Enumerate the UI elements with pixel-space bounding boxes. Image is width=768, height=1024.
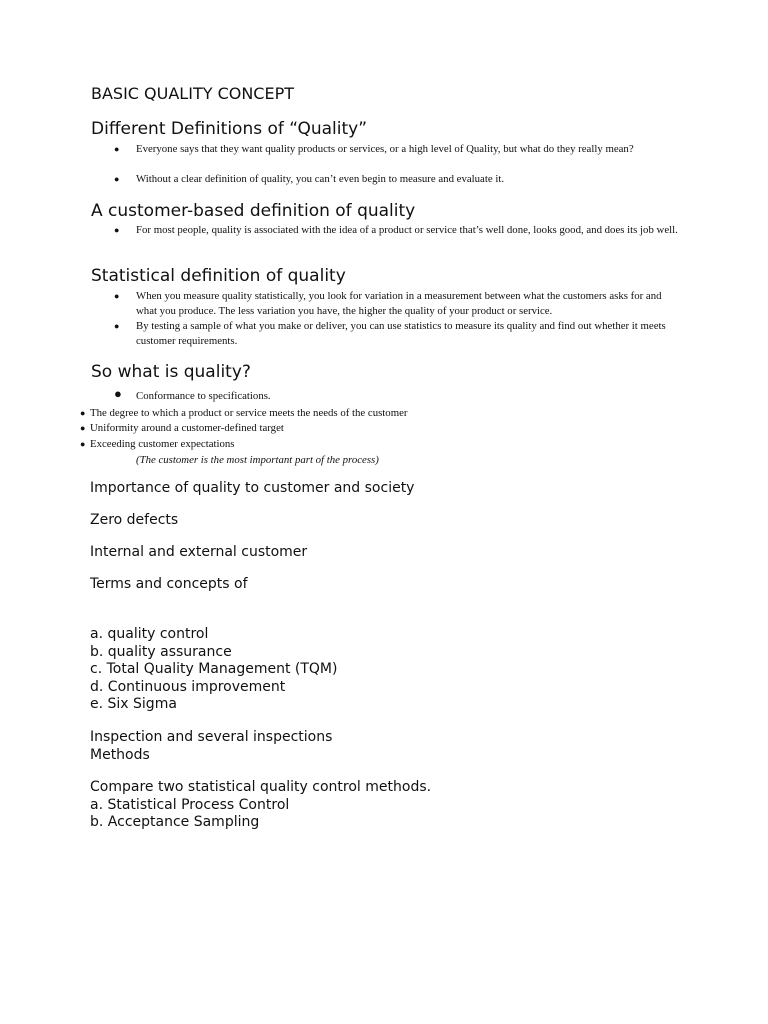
bullet-icon: ● [80, 408, 86, 418]
list-item [80, 406, 690, 421]
bullet-icon: ● [114, 386, 122, 401]
list-item [114, 289, 684, 319]
list-item [114, 223, 684, 238]
terms-list-item: b. quality assurance [90, 643, 232, 660]
topic-compare: Compare two statistical quality control methods. [90, 779, 432, 795]
list-item-text: Conformance to specifications. [136, 390, 271, 402]
list-item-text: By testing a sample of what you make or deliver, you can use statistics to measure its quality and find out whether it meets customer requirements. [136, 320, 666, 347]
list-item [114, 386, 684, 404]
terms-list-item: c. Total Quality Management (TQM) [90, 661, 338, 677]
topic-terms-concepts: Terms and concepts of [90, 576, 248, 592]
bullet-icon: ● [114, 321, 120, 331]
topic-zero-defects: Zero defects [90, 512, 179, 528]
bullet-icon: ● [114, 225, 120, 235]
list-item-text: Exceeding customer expectations [90, 438, 235, 450]
topic-importance: Importance of quality to customer and society [90, 480, 415, 496]
list-item [114, 172, 684, 187]
heading-what-is-quality: So what is quality? [91, 362, 251, 382]
list-item-text: The degree to which a product or service meets the needs of the customer [90, 407, 408, 419]
list-item [80, 421, 690, 436]
list-item-text: When you measure quality statistically, you look for variation in a measurement between what the customers asks for and what you produce. The less variation you have, the higher the quality of your product or service. [136, 290, 662, 317]
list-item [114, 142, 684, 157]
list-item [80, 437, 690, 452]
topic-inspection-methods: Methods [90, 746, 150, 763]
bullet-icon: ● [114, 144, 120, 154]
bullet-icon: ● [80, 439, 86, 449]
list-item-text: Uniformity around a customer-defined target [90, 422, 284, 434]
topic-internal-external: Internal and external customer [90, 544, 308, 560]
list-item-text: Without a clear definition of quality, you can’t even begin to measure and evaluate it. [136, 173, 505, 185]
terms-list-item: d. Continuous improvement [90, 678, 286, 695]
terms-list-item: a. quality control [90, 626, 209, 642]
heading-definitions: Different Definitions of “Quality” [91, 119, 368, 139]
topic-inspection: Inspection and several inspections [90, 729, 333, 745]
list-item [114, 319, 684, 349]
heading-statistical: Statistical definition of quality [91, 266, 346, 286]
document-title: BASIC QUALITY CONCEPT [91, 84, 295, 103]
bullet-icon: ● [114, 291, 120, 301]
customer-note: (The customer is the most important part of the process) [136, 454, 379, 466]
terms-list-item: e. Six Sigma [90, 696, 177, 712]
bullet-icon: ● [80, 423, 86, 433]
bullet-icon: ● [114, 174, 120, 184]
list-item-text: For most people, quality is associated with the idea of a product or service that’s well done, looks good, and does its job well. [136, 224, 678, 236]
compare-list-item: a. Statistical Process Control [90, 796, 290, 813]
compare-list-item: b. Acceptance Sampling [90, 814, 260, 830]
heading-customer-based: A customer-based definition of quality [91, 201, 416, 221]
list-item-text: Everyone says that they want quality products or services, or a high level of Quality, but what do they really mean? [136, 143, 634, 155]
